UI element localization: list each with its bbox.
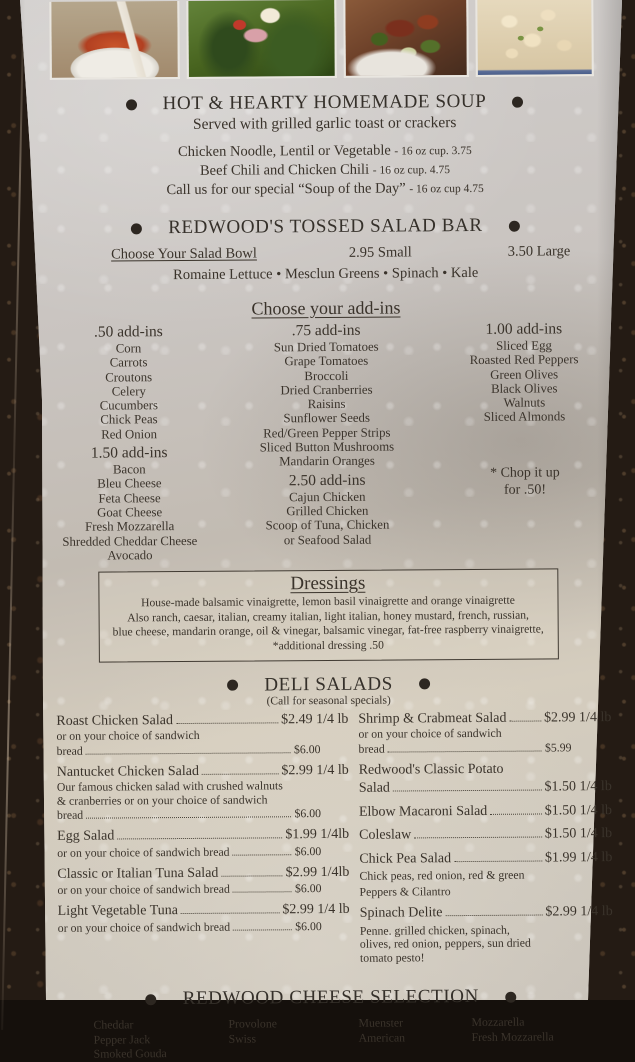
deli-seasonal-note: (Call for seasonal specials) [266,694,391,707]
deli-item-desc: or on your choice of sandwich [56,727,200,743]
list-item: Red/Green Pepper Strips [263,425,391,441]
list-item: Mandarin Oranges [279,454,375,469]
deli-item-price: $6.00 [294,881,322,896]
soup-item-name: Beef Chili and Chicken Chili [199,161,370,179]
cheese-section [48,985,613,1061]
list-item: Cajun Chicken [289,489,366,504]
addins-column-1 [44,323,215,563]
bullet-icon [512,96,523,107]
salad-bowl-price-small: 2.95 Small [348,244,412,261]
dotted-leader [414,837,542,839]
addins-group-items [45,462,215,563]
list-item: Cheddar [93,1017,134,1032]
list-item: Pepper Jack [93,1031,151,1047]
deli-item-name: Chick Pea Salad [359,850,452,867]
cheese-section-title: REDWOOD CHEESE SELECTION [182,985,479,1010]
dotted-leader [509,720,541,721]
marble-vein [1,0,25,1030]
list-item: for .50! [503,482,547,498]
addins-group-price: 1.50 add-ins [90,444,168,462]
list-item: * Chop it up [489,465,560,481]
list-item: Chick Peas [100,412,158,428]
list-item: Scoop of Tuna, Chicken [265,517,390,533]
cheese-column-1 [93,1017,228,1061]
list-item: Fresh Mozzarella [85,519,175,534]
list-item: Black Olives [490,381,558,396]
soup-item-price: - 16 oz cup. 4.75 [372,164,451,177]
addins-group-items [214,489,440,548]
bullet-icon [509,220,520,231]
dotted-leader [233,891,292,892]
addins-group-250 [214,471,441,548]
addins-group-price: .50 add-ins [93,323,163,341]
bullet-icon [505,991,516,1002]
list-item: Roasted Red Peppers [469,352,579,368]
dotted-leader [176,722,278,724]
deli-item-price: $2.99 1/4 lb [543,709,612,726]
list-item: Broccoli [304,368,349,383]
list-item: Shredded Cheddar Cheese [62,533,198,549]
addins-group-75 [213,321,440,469]
dotted-leader [233,854,292,855]
deli-item-name: Roast Chicken Salad [56,712,174,729]
list-item: Provolone [228,1016,277,1031]
list-item: Goat Cheese [97,505,163,520]
list-item: Sun Dried Tomatoes [273,339,379,355]
deli-item-name: Nantucket Chicken Salad [56,763,200,780]
list-item: American [358,1030,406,1045]
deli-item-price: $2.99 1/4 lb [282,901,350,918]
addins-group-items [213,339,440,469]
deli-item-price: $5.99 [544,739,572,755]
deli-item-price: $2.99 1/4lb [285,864,350,880]
deli-item-price: $2.49 1/4 lb [280,711,349,727]
deli-item-name: Egg Salad [57,828,115,844]
addins-title: Choose your add-ins [251,297,401,319]
list-item: Green Olives [490,366,559,382]
deli-item-roast-chicken [56,711,348,757]
addins-group-150 [44,444,214,563]
list-item: or Seafood Salad [283,532,372,547]
salad-bar-section [43,214,608,285]
list-item: Cucumbers [99,398,159,413]
deli-item-shrimp-crabmeat [358,710,611,756]
deli-item-light-vegetable-tuna [58,902,350,935]
dotted-leader [233,929,292,930]
deli-item-nantucket-chicken [57,762,349,822]
chef-salad-photo [343,0,469,78]
deli-item-coleslaw [359,826,612,844]
dotted-leader [117,837,282,839]
dotted-leader [454,860,542,862]
soup-item-price: - 16 oz cup. 3.75 [394,144,472,158]
list-item: Raisins [307,397,346,412]
bullet-icon [126,99,137,110]
deli-item-desc: Penne. grilled chicken, spinach, [359,922,510,938]
deli-item-price: $1.99 1/4 lb [544,849,613,866]
list-item: Muenster [358,1015,404,1030]
list-item: Mozzarella [471,1014,525,1030]
deli-item-desc: Our famous chicken salad with crushed walnuts [56,778,283,794]
list-item: Bleu Cheese [97,476,162,491]
list-item: Sliced Button Mushrooms [259,439,395,455]
addins-group-50 [44,323,214,442]
deli-item-desc: or on your choice of sandwich bread [57,844,230,860]
deli-item-price: $1.99 1/4lb [285,826,350,843]
cheese-column-3 [358,1015,471,1059]
soup-section-title: HOT & HEARTY HOMEMADE SOUP [162,90,487,115]
chop-it-up-note [440,464,610,499]
deli-item-price: $1.50 1/4 lb [544,826,613,842]
deli-item-name: Shrimp & Crabmeat Salad [358,710,507,727]
list-item: Corn [115,341,142,356]
dotted-leader [490,813,541,814]
soup-section-subtitle: Served with grilled garlic toast or crackers [192,114,457,133]
photo-strip [41,0,607,80]
deli-item-desc: or on your choice of sandwich [358,725,502,741]
list-item: Also ranch, caesar, italian, creamy italian, light italian, honey mustard, french, russian, [127,608,529,625]
deli-salads-title: DELI SALADS [264,673,393,695]
deli-item-name: Spinach Delite [359,905,443,921]
cheese-column-4 [471,1014,613,1058]
list-item: Avocado [107,548,153,563]
deli-item-spinach-delite [360,904,613,965]
list-item: Sunflower Seeds [283,411,370,426]
bullet-icon [227,680,238,691]
list-item: Smoked Gouda [93,1046,167,1061]
dressings-list [99,594,557,656]
dotted-leader [221,875,282,876]
deli-salads-section [46,672,613,974]
soup-item-price: - 16 oz cup 4.75 [409,182,484,196]
soup-item-name: Call us for our special “Soup of the Day” [166,180,406,199]
deli-item-egg-salad [57,827,349,860]
soup-menu-item [43,178,608,201]
addins-group-price: .75 add-ins [291,321,361,340]
dotted-leader [86,752,291,754]
addins-column-3 [439,320,610,560]
salad-bar-title: REDWOOD'S TOSSED SALAD BAR [168,214,483,239]
deli-item-price: $2.99 1/4 lb [545,904,613,920]
deli-item-potato-salad [359,761,612,798]
deli-item-desc: bread [56,743,83,758]
deli-item-desc: Chick peas, red onion, red & green [359,867,525,883]
list-item: Dried Cranberries [280,382,373,398]
deli-right-column [358,710,613,972]
list-item: House-made balsamic vinaigrette, lemon basil vinaigrette and orange vinaigrette [141,593,515,610]
deli-item-name: Coleslaw [359,827,412,843]
menu-content [41,0,613,1061]
addins-section [43,296,610,563]
salad-bowl-price-large: 3.50 Large [507,243,571,260]
addins-column-2 [213,321,441,562]
dressings-title: Dressings [290,572,366,595]
deli-item-desc: bread [56,807,84,822]
soup-item-name: Chicken Noodle, Lentil or Vegetable [177,142,391,161]
addins-group-100 [439,320,609,425]
deli-item-price: $1.50 1/4 lb [544,802,613,819]
salad-greens-list: Romaine Lettuce • Mesclun Greens • Spinach • Kale [173,264,479,284]
deli-left-column [56,711,350,974]
addins-group-price: 2.50 add-ins [288,471,366,489]
list-item: Fresh Mozzarella [471,1028,554,1044]
list-item: Carrots [109,355,148,370]
list-item: Croutons [105,369,153,385]
list-item: Sliced Egg [496,338,552,353]
salad-bowl-label: Choose Your Salad Bowl [111,245,257,263]
list-item: Red Onion [101,426,158,442]
deli-item-tuna-salad [57,864,349,897]
deli-item-price: $6.00 [295,918,322,933]
dotted-leader [181,912,279,914]
deli-item-desc: tomato pesto! [359,949,425,965]
bullet-icon [131,223,142,234]
addins-group-price: 1.00 add-ins [485,320,563,338]
deli-item-price: $6.00 [294,806,322,821]
deli-item-desc: or on your choice of sandwich bread [57,881,230,897]
list-item: Sliced Almonds [483,409,566,425]
dotted-leader [446,915,543,917]
deli-item-name: Salad [358,780,390,796]
list-item: Grape Tomatoes [284,354,369,369]
bullet-icon [419,678,430,689]
deli-item-desc: Peppers & Cilantro [359,883,451,899]
deli-item-price: $2.99 1/4 lb [281,762,349,778]
deli-item-desc: bread [358,741,385,756]
soup-section [42,90,608,201]
deli-item-chick-pea [359,850,612,899]
dotted-leader [202,773,278,775]
deli-item-price: $6.00 [293,741,321,756]
deli-item-name: Elbow Macaroni Salad [358,803,488,820]
deli-item-name: Redwood's Classic Potato [358,761,504,778]
deli-item-desc: & cranberries or on your choice of sandwich [56,791,268,808]
list-item: Walnuts [503,395,546,410]
list-item: blue cheese, mandarin orange, oil & vinegar, balsamic vinegar, fat-free raspberry vinaigrette, [112,622,544,639]
list-item: Swiss [228,1031,257,1046]
addins-group-items [439,338,609,425]
deli-item-desc: olives, red onion, peppers, sun dried [359,935,531,951]
potato-salad-photo [475,0,594,77]
list-item: Feta Cheese [98,490,161,506]
list-item: Grilled Chicken [286,503,369,519]
deli-item-price: $6.00 [294,843,322,858]
garden-salad-photo [186,0,337,79]
deli-item-name: Classic or Italian Tuna Salad [57,865,219,882]
dressings-box [98,569,559,663]
list-item: Celery [111,384,146,399]
dotted-leader [393,790,542,792]
soup-photo [49,1,180,80]
bullet-icon [146,994,157,1005]
dotted-leader [388,750,542,752]
cheese-column-2 [228,1016,358,1060]
list-item: Bacon [112,462,146,477]
deli-item-price: $1.50 1/4 lb [544,779,612,795]
deli-item-elbow-macaroni [359,803,612,821]
deli-item-desc: or on your choice of sandwich bread [57,919,231,935]
addins-group-items [44,341,214,442]
list-item: *additional dressing .50 [272,638,384,653]
dotted-leader [86,816,291,818]
deli-item-name: Light Vegetable Tuna [57,903,179,919]
